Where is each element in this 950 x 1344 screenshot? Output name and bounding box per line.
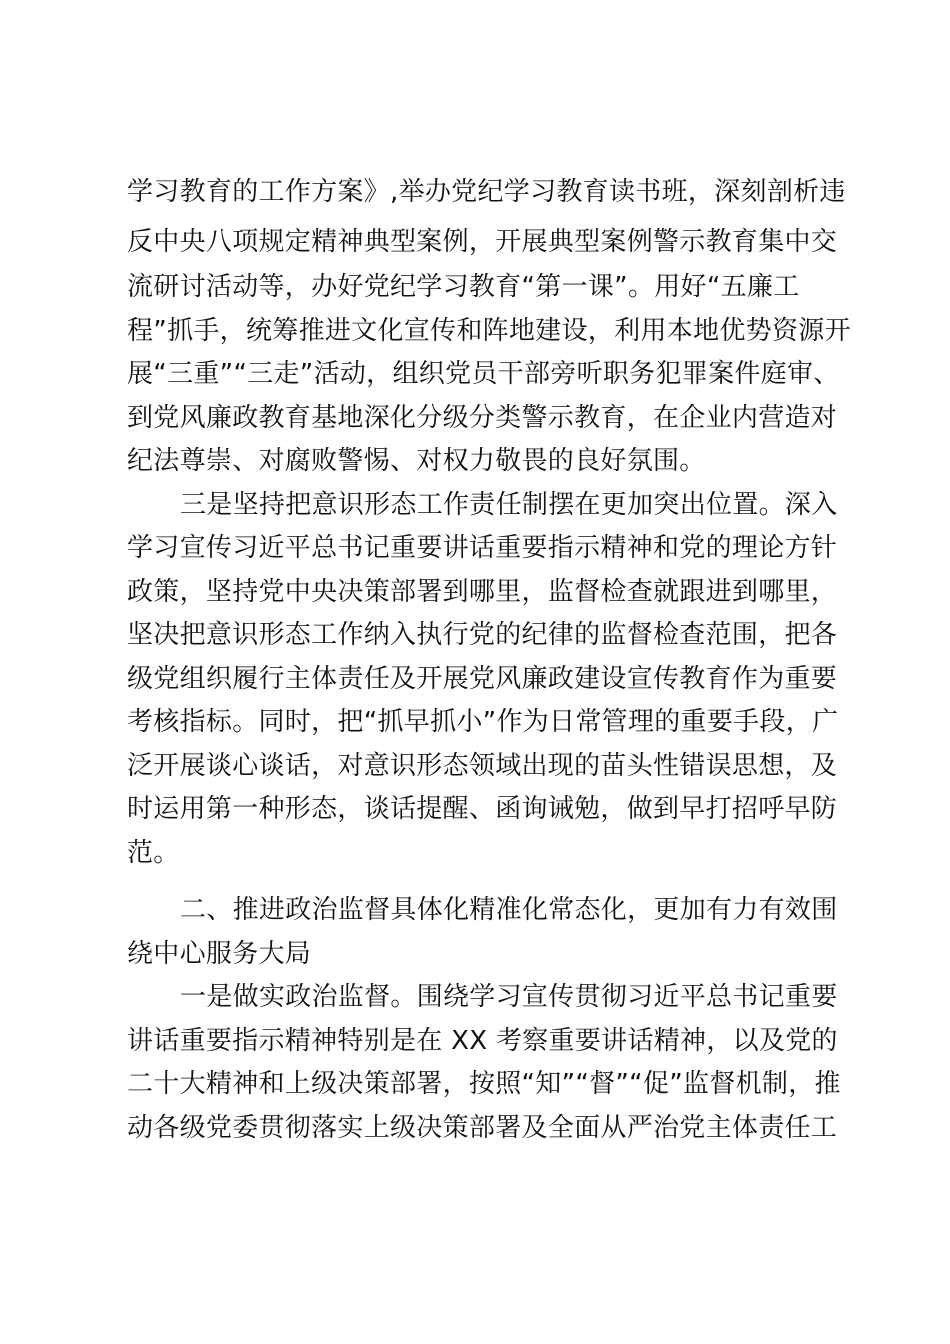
text-line: 动各级党委贯彻落实上级决策部署及全面从严治党主体责任工 bbox=[127, 1113, 838, 1143]
text-line: 泛开展谈心谈话，对意识形态领域出现的苗头性错误思想，及 bbox=[127, 751, 838, 781]
paragraph-start-line: 一是做实政治监督。围绕学习宣传贯彻习近平总书记重要 bbox=[180, 982, 838, 1012]
text-line: 政策，坚持党中央决策部署到哪里，监督检查就跟进到哪里， bbox=[127, 577, 838, 607]
text-line: 到党风廉政教育基地深化分级分类警示教育，在企业内营造对 bbox=[127, 403, 838, 433]
paragraph-start-line: 三是坚持把意识形态工作责任制摆在更加突出位置。深入 bbox=[180, 490, 838, 520]
text-line: 学习宣传习近平总书记重要讲话重要指示精神和党的理论方针 bbox=[127, 533, 838, 563]
text-line: 范。 bbox=[127, 838, 180, 868]
text-line: 程”抓手，统筹推进文化宣传和阵地建设，利用本地优势资源开 bbox=[127, 316, 851, 346]
text-line: 时运用第一种形态，谈话提醒、函询诫勉，做到早打招呼早防 bbox=[127, 794, 838, 824]
text-line: 二十大精神和上级决策部署，按照“知”“督”“促”监督机制，推 bbox=[127, 1069, 841, 1099]
text-line: 考核指标。同时，把“抓早抓小”作为日常管理的重要手段，广 bbox=[127, 707, 839, 737]
text-line: 反中央八项规定精神典型案例，开展典型案例警示教育集中交 bbox=[127, 227, 838, 257]
text-line: 流研讨活动等，办好党纪学习教育“第一课”。用好“五廉工 bbox=[127, 272, 800, 302]
text-line: 讲话重要指示精神特别是在 XX 考察重要讲话精神，以及党的 bbox=[127, 1026, 838, 1056]
section-heading-line: 二、推进政治监督具体化精准化常态化，更加有力有效围 bbox=[180, 895, 838, 925]
text-line: 纪法尊崇、对腐败警惕、对权力敬畏的良好氛围。 bbox=[127, 446, 706, 476]
section-heading-line: 绕中心服务大局 bbox=[127, 939, 312, 969]
text-line: 展“三重”“三走”活动，组织党员干部旁听职务犯罪案件庭审、 bbox=[127, 359, 840, 389]
text-line: 学习教育的工作方案》,举办党纪学习教育读书班，深刻剖析违 bbox=[127, 177, 846, 207]
text-line: 坚决把意识形态工作纳入执行党的纪律的监督检查范围，把各 bbox=[127, 620, 838, 650]
text-line: 级党组织履行主体责任及开展党风廉政建设宣传教育作为重要 bbox=[127, 664, 838, 694]
